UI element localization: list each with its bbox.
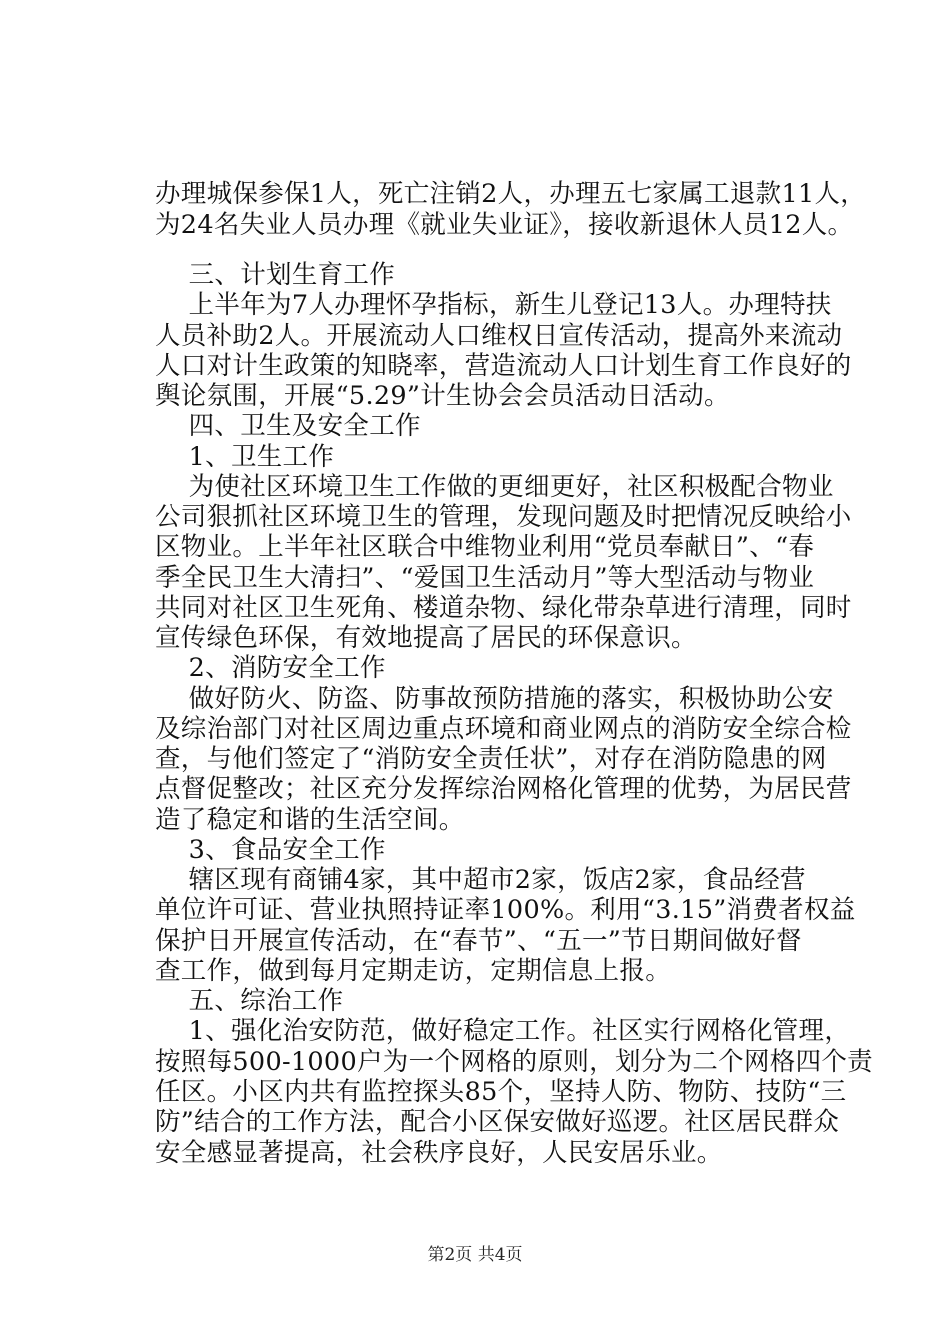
text-line: 防”结合的工作方法，配合小区保安做好巡逻。社区居民群众	[155, 1107, 840, 1138]
text-line: 宣传绿色环保，有效地提高了居民的环保意识。	[155, 623, 697, 654]
text-line: 为使社区环境卫生工作做的更细更好，社区积极配合物业	[155, 471, 834, 502]
text-line: 单位许可证、营业执照持证率100%。利用“3.15”消费者权益	[155, 895, 856, 926]
text-line: 及综治部门对社区周边重点环境和商业网点的消防安全综合检	[155, 713, 852, 744]
text-line: 舆论氛围，开展“5.29”计生协会会员活动日活动。	[155, 381, 730, 412]
text-line: 季全民卫生大清扫”、“爱国卫生活动月”等大型活动与物业	[155, 562, 815, 593]
subsection-heading: 3、食品安全工作	[155, 834, 386, 865]
text-line: 1、强化治安防范，做好稳定工作。社区实行网格化管理，	[155, 1016, 851, 1047]
text-line: 保护日开展宣传活动，在“春节”、“五一”节日期间做好督	[155, 925, 802, 956]
text-line: 区物业。上半年社区联合中维物业利用“党员奉献日”、“春	[155, 532, 815, 563]
text-line: 造了稳定和谐的生活空间。	[155, 804, 465, 835]
section-heading: 五、综治工作	[155, 986, 344, 1017]
page-footer: 第2页 共4页	[427, 1245, 523, 1265]
text-line: 查工作，做到每月定期走访，定期信息上报。	[155, 955, 672, 986]
text-line: 安全感显著提高，社会秩序良好，人民安居乐业。	[155, 1137, 723, 1168]
text-line: 做好防火、防盗、防事故预防措施的落实，积极协助公安	[155, 683, 834, 714]
text-line: 点督促整改；社区充分发挥综治网格化管理的优势，为居民营	[155, 774, 852, 805]
text-line: 任区。小区内共有监控探头85个，坚持人防、物防、技防“三	[155, 1077, 847, 1107]
text-line: 办理城保参保1人，死亡注销2人，办理五七家属工退款11人，	[155, 179, 867, 209]
subsection-heading: 1、卫生工作	[155, 441, 335, 472]
text-line: 共同对社区卫生死角、楼道杂物、绿化带杂草进行清理，同时	[155, 592, 852, 623]
text-line: 上半年为7人办理怀孕指标，新生儿登记13人。办理特扶	[155, 290, 832, 321]
text-line: 按照每500-1000户为一个网格的原则，划分为二个网格四个责	[155, 1046, 873, 1077]
text-line: 查，与他们签定了“消防安全责任状”，对存在消防隐患的网	[155, 744, 827, 775]
text-line: 为24名失业人员办理《就业失业证》，接收新退休人员12人。	[155, 210, 854, 241]
section-heading: 四、卫生及安全工作	[155, 411, 421, 442]
text-line: 辖区现有商铺4家，其中超市2家，饭店2家，食品经营	[155, 865, 806, 896]
section-heading: 三、计划生育工作	[155, 259, 396, 290]
text-line: 人口对计生政策的知晓率，营造流动人口计划生育工作良好的	[155, 350, 852, 381]
subsection-heading: 2、消防安全工作	[155, 653, 386, 684]
text-line: 人员补助2人。开展流动人口维权日宣传活动，提高外来流动	[155, 320, 843, 351]
text-line: 公司狠抓社区环境卫生的管理，发现问题及时把情况反映给小	[155, 502, 852, 533]
